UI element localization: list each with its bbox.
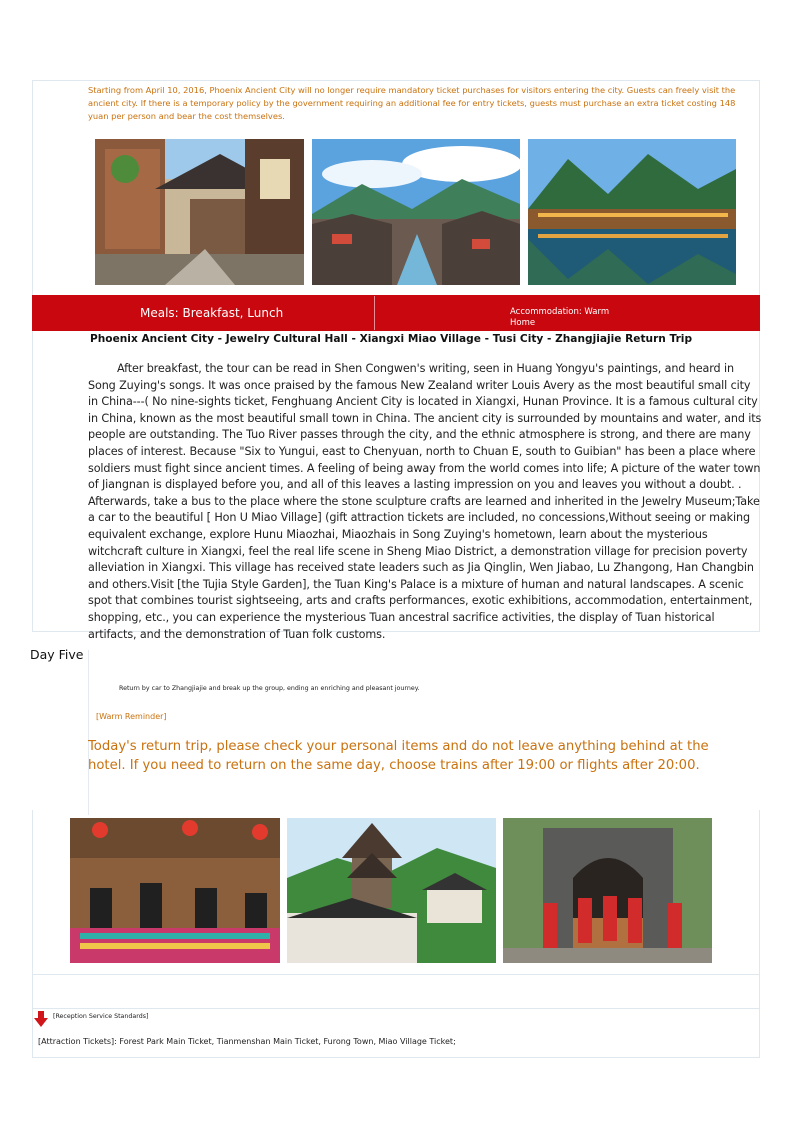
meals-info: Meals: Breakfast, Lunch bbox=[140, 306, 284, 320]
footer-row-divider bbox=[32, 1008, 760, 1009]
photo-welcome-gate bbox=[503, 818, 712, 963]
photo-pagoda-garden bbox=[287, 818, 496, 963]
meals-bar-divider bbox=[374, 296, 375, 330]
arrow-down-icon bbox=[34, 1011, 48, 1027]
photo-ancient-gate bbox=[95, 139, 304, 285]
day-four-description: After breakfast, the tour can be read in Shen Congwen's writing, seen in Huang Yongyu's paintings, and heard in Song Zuying's songs. It was once praised by the famous New Zealand writer Louis Avery as the most beautiful small city in China---( No nine-sights ticket, Fenghuang Ancient City is located in Xiangxi, Hunan Province. It is a famous cultural city in China, known as the most beautiful small town in China. The ancient city is surrounded by mountains and water, and its people are outstanding. The Tuo River passes through the city, and the ethnic atmosphere is strong, and there are many places of interest. Because "Six to Yungui, east to Chenyuan, north to Chuan E, south to Guibian" has been a place where soldiers must fight since ancient times. A feeling of being away from the world comes into life; A picture of the water town of Jiangnan is displayed before you, and all of this leaves a lasting impression on you and leaves you without a doubt. . Afterwards, take a bus to the place where the stone sculpture crafts are learned and inherited in the Jewelry Museum;Take a car to the beautiful [ Hon U Miao Village] (gift attraction tickets are included, no concessions,Without seeing or making equivalent exchange, explore Hunu Miaozhai, Miaozhais in Song Zuying's hometown, learn about the mysterious witchcraft culture in Xiangxi, feel the real life scene in Sheng Miao District, a demonstration village for precision poverty alleviation in Xiangxi. This village has received state leaders such as Jia Qinglin, Wen Jiabao, Lu Zhangong, Han Changbin and others.Visit [the Tujia Style Garden], the Tuan King's Palace is a mixture of human and natural landscapes. A scenic spot that combines tourist sightseeing, arts and crafts performances, exotic exhibitions, accommodation, entertainment, shopping, etc., you can experience the mysterious Tuan ancestral sacrifice activities, the display of Tuan historical artifacts, and the demonstration of Tuan folk customs. bbox=[88, 362, 762, 641]
warm-reminder-label: [Warm Reminder] bbox=[96, 712, 167, 721]
day-five-left-rule bbox=[88, 650, 89, 815]
return-itinerary-text: Return by car to Zhangjiajie and break up the group, ending an enriching and pleasant journey. bbox=[119, 685, 420, 692]
day-five-heading: Day Five bbox=[30, 647, 84, 662]
reception-service-label: [Reception Service Standards] bbox=[53, 1013, 149, 1020]
day-four-route: Phoenix Ancient City - Jewelry Cultural Hall - Xiangxi Miao Village - Tusi City - Zhangjiajie Return Trip bbox=[90, 333, 693, 345]
photo-miao-performers bbox=[70, 818, 280, 963]
attraction-tickets-text: [Attraction Tickets]: Forest Park Main Ticket, Tianmenshan Main Ticket, Furong Town, Miao Village Ticket; bbox=[38, 1037, 456, 1046]
accommodation-info: Accommodation: Warm Home bbox=[510, 307, 610, 328]
photo-river-town bbox=[312, 139, 520, 285]
photo-night-reflection bbox=[528, 139, 736, 285]
warm-reminder-text: Today's return trip, please check your personal items and do not leave anything behind at the hotel. If you need to return on the same day, choose trains after 19:00 or flights after 20:00. bbox=[88, 739, 709, 773]
ticket-policy-notice: Starting from April 10, 2016, Phoenix Ancient City will no longer require mandatory ticket purchases for visitors entering the city. Guests can freely visit the ancient city. If there is a temporary policy by the government requiring an additional fee for entry tickets, guests must purchase an extra ticket costing 148 yuan per person and bear the cost themselves. bbox=[88, 85, 736, 121]
